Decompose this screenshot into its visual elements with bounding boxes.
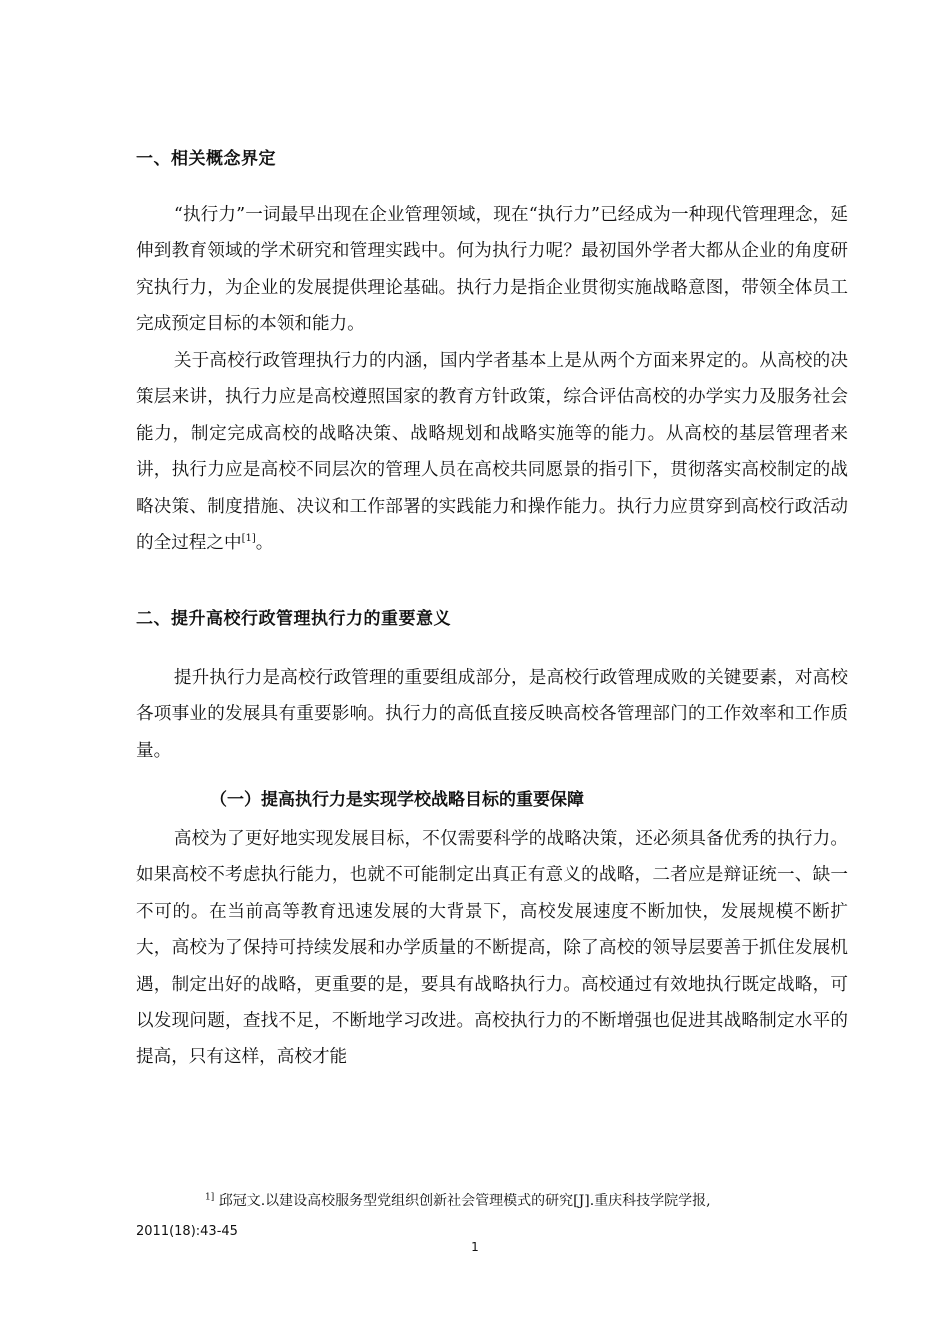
- page-number: 1: [471, 1240, 479, 1254]
- section-2-subheading: （一）提高执行力是实现学校战略目标的重要保障: [210, 790, 584, 810]
- paragraph-text: 关于高校行政管理执行力的内涵，国内学者基本上是从两个方面来界定的。从高校的决策层来讲，执行力应是高校遵照国家的教育方针政策，综合评估高校的办学实力及服务社会能力，制定完成高校的战略决策、战略规划和战略实施等的能力。从高校的基层管理者来讲，执行力应是高校不同层次的管理人员在高校共同愿景的指引下，贯彻落实高校制定的战略决策、制度措施、决议和工作部署的实践能力和操作能力。执行力应贯穿到高校行政活动的全过程之中: [136, 351, 848, 554]
- footnote-text: 邱冠文.以建设高校服务型党组织创新社会管理模式的研究[J].重庆科技学院学报,: [218, 1193, 711, 1209]
- section-2-heading: 二、提升高校行政管理执行力的重要意义: [136, 609, 451, 629]
- paragraph-text: “执行力”一词最早出现在企业管理领域，现在“执行力”已经成为一种现代管理理念，延伸到教育领域的学术研究和管理实践中。何为执行力呢？最初国外学者大都从企业的角度研究执行力，为企业的发展提供理论基础。执行力是指企业贯彻实施战略意图，带领全体员工完成预定目标的本领和能力。: [136, 205, 848, 335]
- footnote-continuation: 2011(18):43-45: [136, 1224, 238, 1239]
- section-2-paragraph-2: [136, 821, 848, 1076]
- paragraph-text: 高校为了更好地实现发展目标，不仅需要科学的战略决策，还必须具备优秀的执行力。如果高校不考虑执行能力，也就不可能制定出真正有意义的战略，二者应是辩证统一、缺一不可的。在当前高等教育迅速发展的大背景下，高校发展速度不断加快，发展规模不断扩大，高校为了保持可持续发展和办学质量的不断提高，除了高校的领导层要善于抓住发展机遇，制定出好的战略，更重要的是，要具有战略执行力。高校通过有效地执行既定战略，可以发现问题，查找不足，不断地学习改进。高校执行力的不断增强也促进其战略制定水平的提高，只有这样，高校才能: [136, 829, 848, 1068]
- footnote: [205, 1190, 711, 1210]
- citation-marker[interactable]: [1]: [241, 533, 256, 545]
- paragraph-text: 提升执行力是高校行政管理的重要组成部分，是高校行政管理成败的关键要素，对高校各项事业的发展具有重要影响。执行力的高低直接反映高校各管理部门的工作效率和工作质量。: [136, 668, 848, 761]
- section-1-paragraph-1: [136, 197, 848, 343]
- section-2-paragraph-1: [136, 660, 848, 769]
- paragraph-end: 。: [255, 533, 274, 554]
- section-1-paragraph-2: [136, 343, 848, 561]
- section-1-heading: 一、相关概念界定: [136, 149, 276, 169]
- footnote-marker: 1]: [205, 1192, 215, 1203]
